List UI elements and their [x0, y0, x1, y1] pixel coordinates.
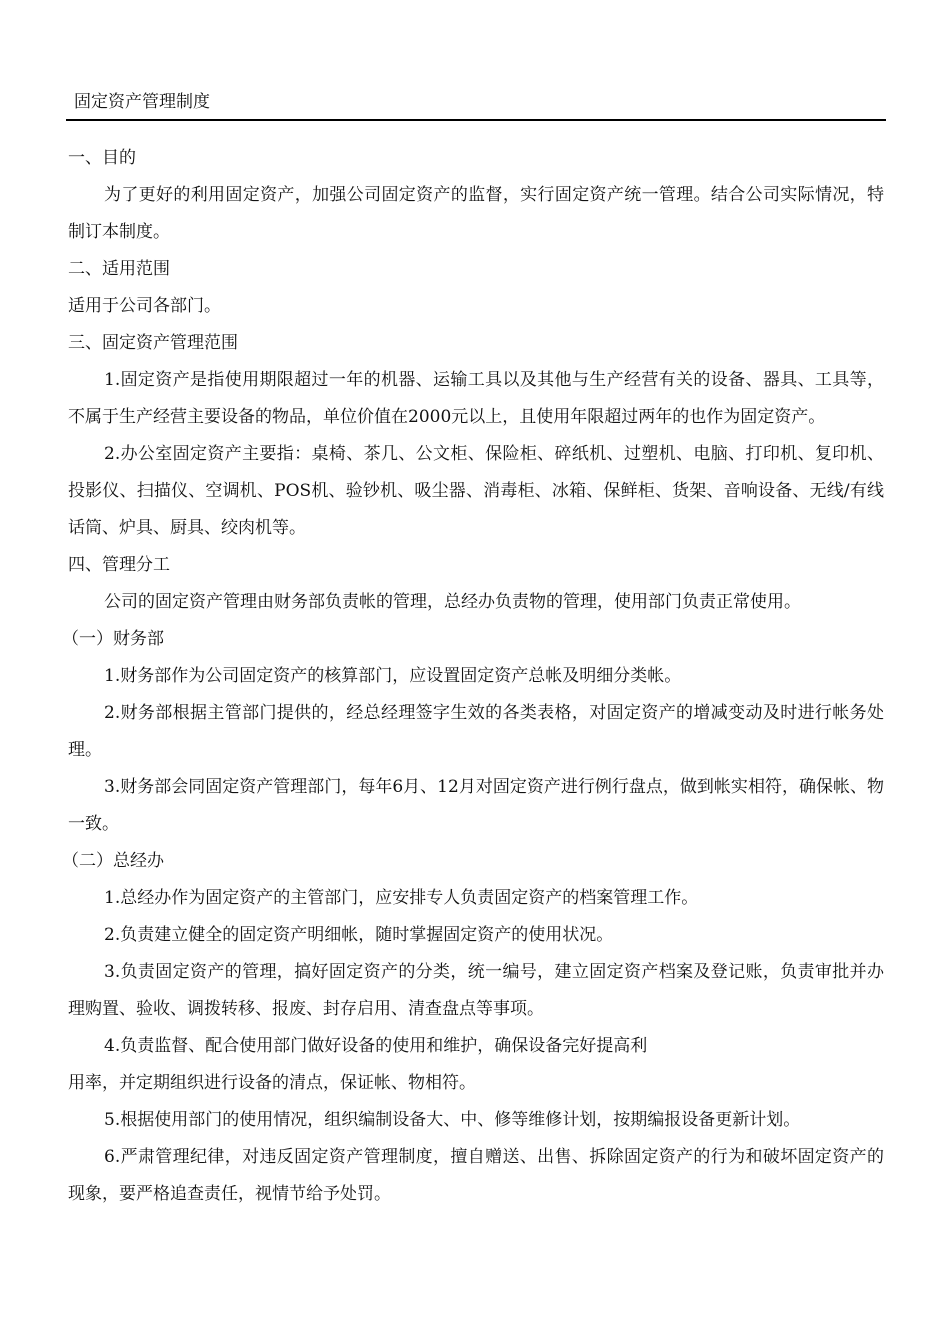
paragraph-gm-office-4: 4.负责监督、配合使用部门做好设备的使用和维护，确保设备完好提高利: [104, 1036, 648, 1056]
page-header: [66, 88, 886, 121]
section-heading-purpose: 一、目的: [68, 148, 136, 168]
header-title: 固定资产管理制度: [74, 92, 210, 112]
paragraph-finance-3: 3.财务部会同固定资产管理部门，每年6月、12月对固定资产进行例行盘点，做到帐实相符，确保帐、物一致。: [68, 777, 884, 834]
paragraph-purpose: 为了更好的利用固定资产，加强公司固定资产的监督，实行固定资产统一管理。结合公司实际情况，特制订本制度。: [68, 185, 884, 242]
paragraph-gm-office-2: 2.负责建立健全的固定资产明细帐，随时掌握固定资产的使用状况。: [104, 925, 614, 945]
section-heading-asset-range: 三、固定资产管理范围: [68, 333, 238, 353]
paragraph-gm-office-4-continued: 用率，并定期组织进行设备的清点，保证帐、物相符。: [68, 1073, 476, 1093]
paragraph-asset-definition: 1.固定资产是指使用期限超过一年的机器、运输工具以及其他与生产经营有关的设备、器具、工具等，不属于生产经营主要设备的物品，单位价值在2000元以上，且使用年限超过两年的也作为固定资产。: [68, 370, 884, 427]
paragraph-office-assets: 2.办公室固定资产主要指：桌椅、茶几、公文柜、保险柜、碎纸机、过塑机、电脑、打印机、复印机、投影仪、扫描仪、空调机、POS机、验钞机、吸尘器、消毒柜、冰箱、保鲜柜、货架、音响设备、无线/有线话筒、炉具、厨具、绞肉机等。: [68, 444, 884, 538]
paragraph-gm-office-5: 5.根据使用部门的使用情况，组织编制设备大、中、修等维修计划，按期编报设备更新计划。: [104, 1110, 801, 1130]
section-heading-division: 四、管理分工: [68, 555, 170, 575]
paragraph-division-intro: 公司的固定资产管理由财务部负责帐的管理，总经办负责物的管理，使用部门负责正常使用。: [104, 592, 801, 612]
paragraph-gm-office-6: 6.严肃管理纪律，对违反固定资产管理制度，擅自赠送、出售、拆除固定资产的行为和破坏固定资产的现象，要严格追查责任，视情节给予处罚。: [68, 1147, 884, 1204]
paragraph-gm-office-3: 3.负责固定资产的管理，搞好固定资产的分类，统一编号，建立固定资产档案及登记账，负责审批并办理购置、验收、调拨转移、报废、封存启用、清查盘点等事项。: [68, 962, 884, 1019]
paragraph-finance-2: 2.财务部根据主管部门提供的，经总经理签字生效的各类表格，对固定资产的增减变动及时进行帐务处理。: [68, 703, 884, 760]
subsection-heading-finance: （一）财务部: [62, 629, 164, 649]
section-heading-scope: 二、适用范围: [68, 259, 170, 279]
subsection-heading-gm-office: （二）总经办: [62, 851, 164, 871]
paragraph-gm-office-1: 1.总经办作为固定资产的主管部门，应安排专人负责固定资产的档案管理工作。: [104, 888, 699, 908]
paragraph-scope: 适用于公司各部门。: [68, 296, 221, 316]
document-body: [62, 140, 884, 1213]
paragraph-finance-1: 1.财务部作为公司固定资产的核算部门，应设置固定资产总帐及明细分类帐。: [104, 666, 682, 686]
